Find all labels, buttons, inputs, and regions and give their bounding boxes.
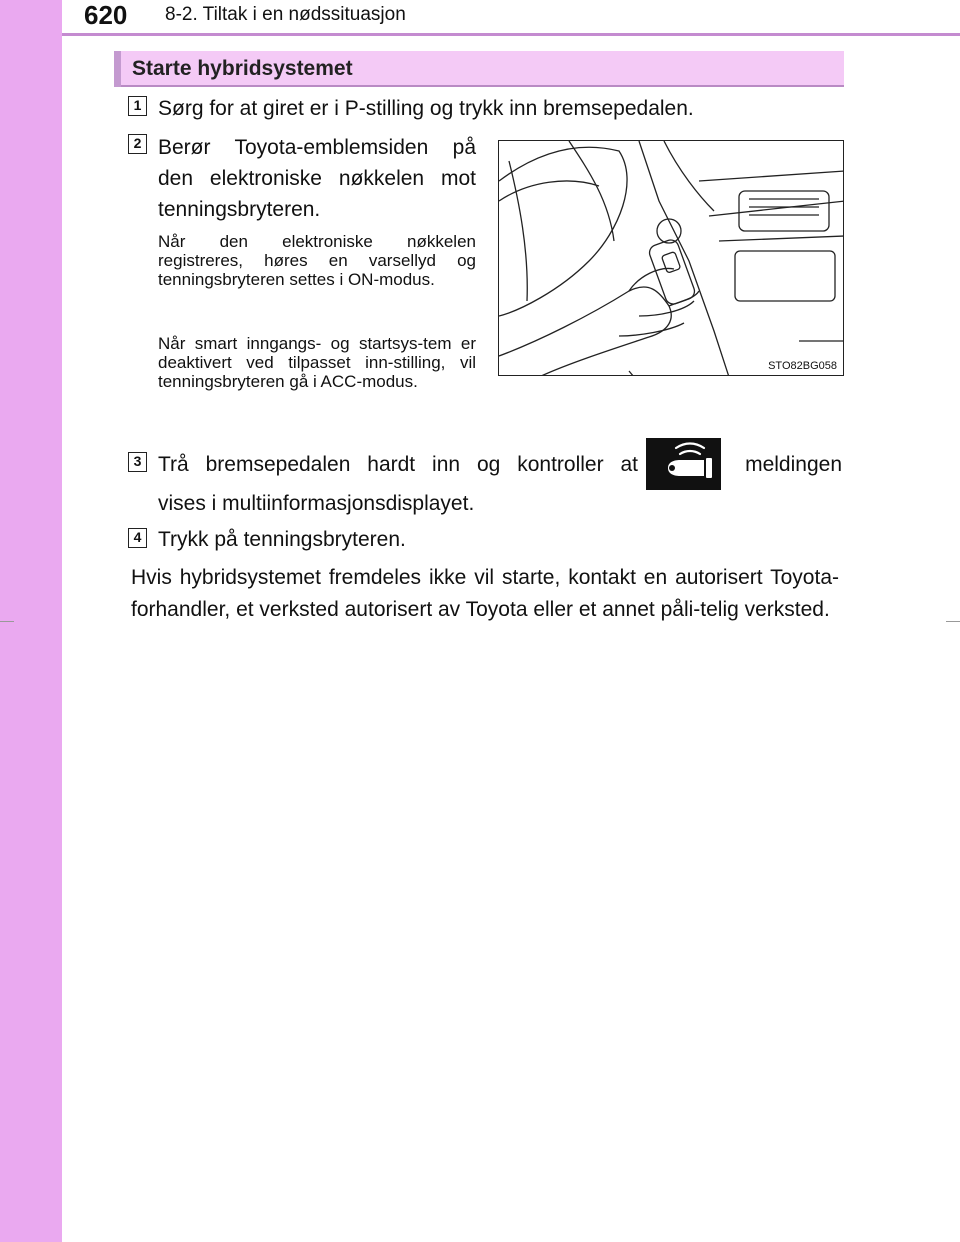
heading-title: Starte hybridsystemet bbox=[132, 57, 353, 80]
hand-key-illustration-icon bbox=[499, 141, 844, 376]
step-badge-1: 1 bbox=[128, 96, 147, 116]
ignition-figure bbox=[498, 140, 844, 376]
step-2-note-2: Når smart inngangs- og startsys-tem er deaktivert ved tilpasset inn-stilling, vil tenningsbryteren gå i ACC-modus. bbox=[158, 334, 476, 391]
step-badge-4: 4 bbox=[128, 528, 147, 548]
section-title: 8-2. Tiltak i en nødssituasjon bbox=[165, 4, 406, 25]
step-badge-2: 2 bbox=[128, 134, 147, 154]
step-3-text-line2: vises i multiinformasjonsdisplayet. bbox=[158, 492, 475, 515]
step-2-text: Berør Toyota-emblemsiden på den elektroniske nøkkelen mot tenningsbryteren. bbox=[158, 136, 476, 221]
header-rule bbox=[62, 33, 960, 36]
step-4-text: Trykk på tenningsbryteren. bbox=[158, 528, 406, 551]
heading-accent-bar bbox=[114, 51, 121, 87]
crop-mark-right bbox=[946, 621, 960, 622]
fallback-paragraph: Hvis hybridsystemet fremdeles ikke vil starte, kontakt en autorisert Toyota-forhandler, et verksted autorisert av Toyota eller et annet påli-telig verksted. bbox=[131, 566, 839, 621]
step-3-text-after: meldingen bbox=[745, 453, 842, 476]
figure-label: STO82BG058 bbox=[768, 360, 837, 372]
heading-box bbox=[114, 51, 844, 87]
step-badge-3: 3 bbox=[128, 452, 147, 472]
step-3-text-before: Trå bremsepedalen hardt inn og kontroller at bbox=[158, 453, 638, 476]
crop-mark-left bbox=[0, 621, 14, 622]
step-2-note-1: Når den elektroniske nøkkelen registreres, høres en varsellyd og tenningsbryteren settes i ON-modus. bbox=[158, 232, 476, 289]
page-number: 620 bbox=[84, 0, 128, 30]
key-with-signal-icon bbox=[646, 438, 721, 490]
step-1-text: Sørg for at giret er i P-stilling og trykk inn bremsepedalen. bbox=[158, 97, 694, 120]
